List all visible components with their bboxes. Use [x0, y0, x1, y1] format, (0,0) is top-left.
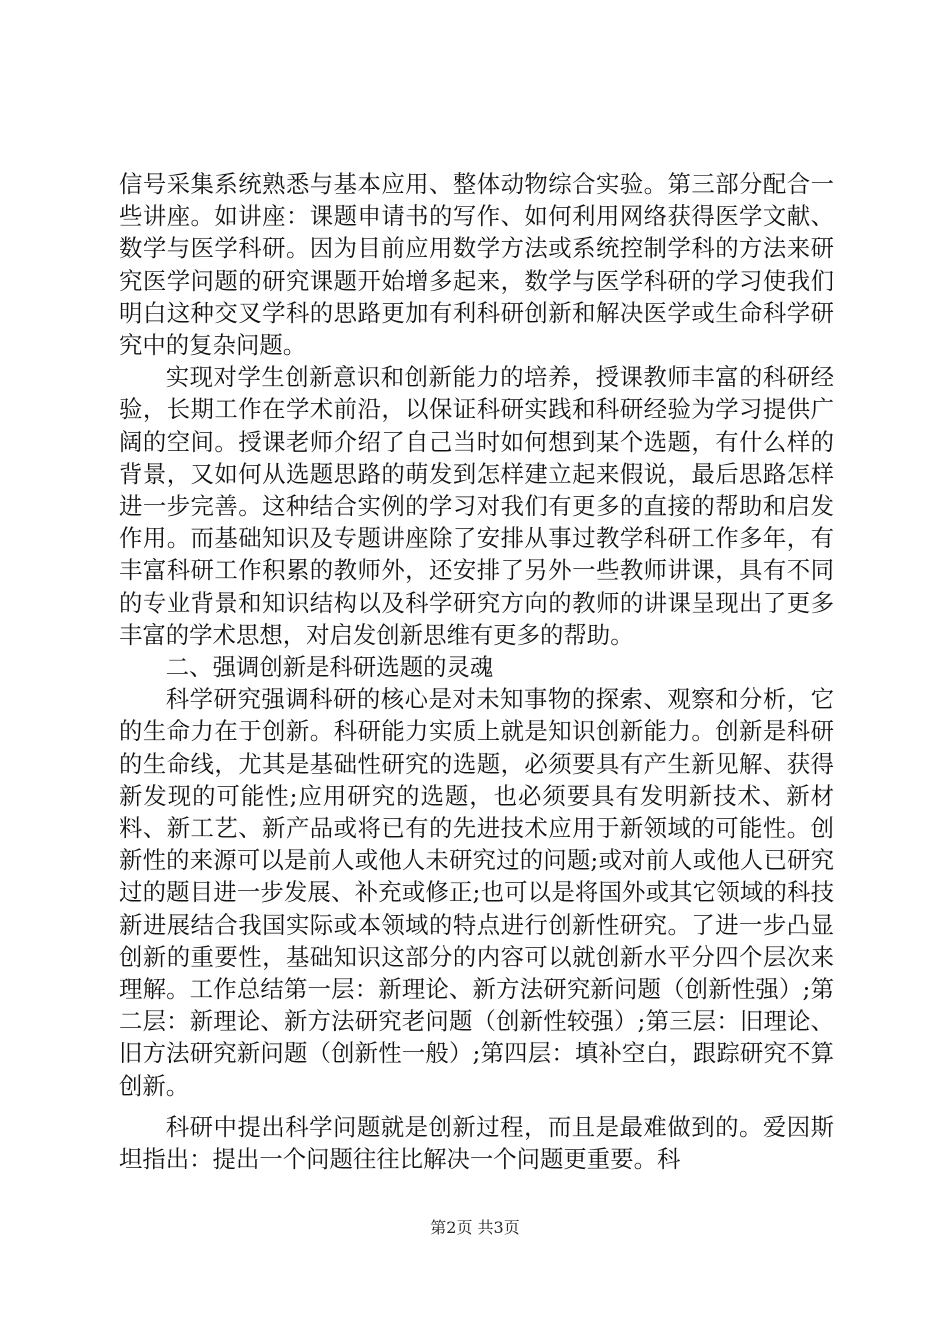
- section-heading-2: 二、强调创新是科研选题的灵魂: [165, 653, 494, 682]
- paragraph-2: 实现对学生创新意识和创新能力的培养，授课教师丰富的科研经验，长期工作在学术前沿，以保证科研实践和科研经验为学习提供广阔的空间。授课老师介绍了自己当时如何想到某个选题，有什么样的背景，又如何从选题思路的萌发到怎样建立起来假说，最后思路怎样进一步完善。这种结合实例的学习对我们有更多的直接的帮助和启发作用。而基础知识及专题讲座除了安排从事过教学科研工作多年，有丰富科研工作积累的教师外，还安排了另外一些教师讲课，具有不同的专业背景和知识结构以及科学研究方向的教师的讲课呈现出了更多丰富的学术思想，对启发创新思维有更多的帮助。: [119, 363, 834, 649]
- paragraph-1: 信号采集系统熟悉与基本应用、整体动物综合实验。第三部分配合一些讲座。如讲座：课题申请书的写作、如何利用网络获得医学文献、数学与医学科研。因为目前应用数学方法或系统控制学科的方法来研究医学问题的研究课题开始增多起来，数学与医学科研的学习使我们明白这种交叉学科的思路更加有利科研创新和解决医学或生命科学研究中的复杂问题。: [119, 170, 834, 360]
- document-body: [119, 168, 834, 1175]
- paragraph-3: 科学研究强调科研的核心是对未知事物的探索、观察和分析，它的生命力在于创新。科研能力实质上就是知识创新能力。创新是科研的生命线，尤其是基础性研究的选题，必须要具有产生新见解、获得新发现的可能性;应用研究的选题，也必须要具有发明新技术、新材料、新工艺、新产品或将已有的先进技术应用于新领域的可能性。创新性的来源可以是前人或他人未研究过的问题;或对前人或他人已研究过的题目进一步发展、补充或修正;也可以是将国外或其它领域的科技新进展结合我国实际或本领域的特点进行创新性研究。了进一步凸显创新的重要性，基础知识这部分的内容可以就创新水平分四个层次来理解。工作总结第一层：新理论、新方法研究新问题（创新性强）;第二层：新理论、新方法研究老问题（创新性较强）;第三层：旧理论、旧方法研究新问题（创新性一般）;第四层：填补空白，跟踪研究不算创新。: [119, 685, 834, 1100]
- paragraph-4: 科研中提出科学问题就是创新过程，而且是最难做到的。爱因斯坦指出：提出一个问题往往比解决一个问题更重要。科: [119, 1112, 834, 1174]
- page-footer: 第2页 共3页: [430, 1218, 520, 1237]
